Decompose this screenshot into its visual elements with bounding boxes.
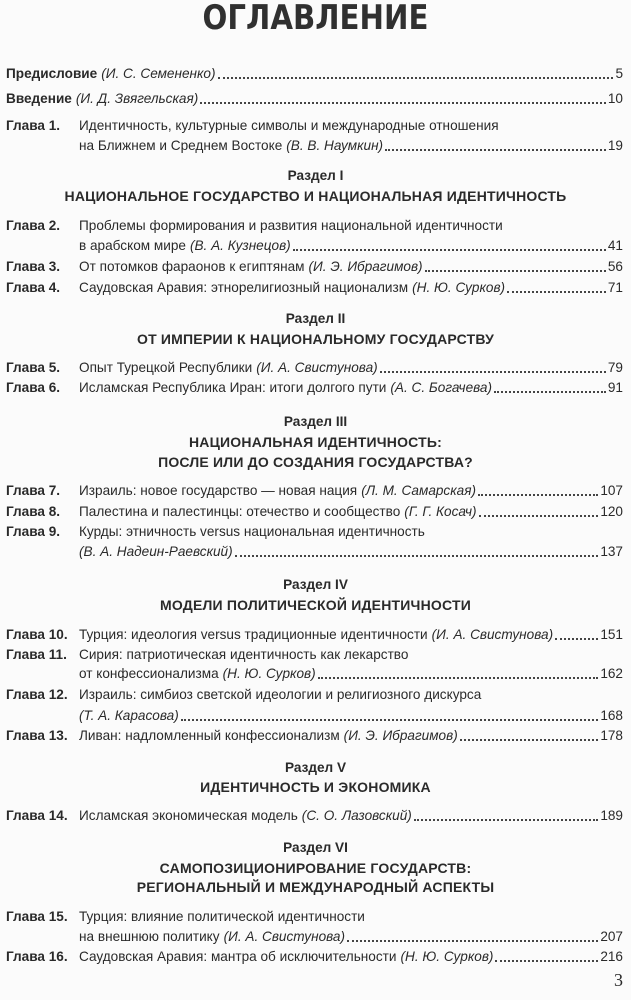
leader-dots [495, 960, 598, 962]
chapter-page: 216 [600, 949, 623, 964]
toc-entry-chapter-4 [6, 278, 623, 298]
entry-label: Введение [6, 91, 72, 106]
chapter-author: (Н. Ю. Сурков) [400, 949, 494, 964]
toc-entry-chapter-2 [6, 216, 623, 236]
leader-dots [494, 391, 606, 393]
entry-page: 10 [607, 91, 623, 106]
chapter-label: Глава 4. [6, 280, 61, 295]
toc-entry-chapter-9 [6, 522, 623, 542]
chapter-title: От потомков фараонов к египтянам [79, 259, 305, 274]
chapter-author: (А. С. Богачева) [390, 380, 493, 395]
section-title-cont: РЕГИОНАЛЬНЫЙ И МЕЖДУНАРОДНЫЙ АСПЕКТЫ [136, 879, 495, 895]
section-title: МОДЕЛИ ПОЛИТИЧЕСКОЙ ИДЕНТИЧНОСТИ [160, 597, 471, 613]
toc-entry-chapter-15-cont [6, 927, 623, 947]
leader-dots [460, 739, 599, 741]
toc-entry-chapter-13 [6, 726, 623, 746]
leader-dots [293, 249, 606, 251]
chapter-title: Ливан: надломленный конфессионализм [79, 728, 340, 743]
chapter-page: 91 [607, 380, 623, 395]
chapter-label: Глава 1. [6, 118, 61, 133]
leader-dots [555, 638, 598, 640]
section-title: НАЦИОНАЛЬНАЯ ИДЕНТИЧНОСТЬ: [188, 434, 443, 450]
toc-entry-chapter-11-cont [6, 664, 623, 684]
toc-entry-chapter-14 [6, 806, 623, 826]
section-number: Раздел I [287, 168, 344, 183]
section-title: САМОПОЗИЦИОНИРОВАНИЕ ГОСУДАРСТВ: [159, 860, 472, 876]
entry-page: 5 [615, 66, 623, 81]
chapter-page: 41 [607, 238, 623, 253]
chapter-author: (И. Э. Ибрагимов) [343, 728, 458, 743]
leader-dots [318, 677, 599, 679]
chapter-title: Исламская экономическая модель [79, 808, 298, 823]
chapter-label: Глава 2. [6, 218, 61, 233]
chapter-author: (Н. Ю. Сурков) [412, 280, 506, 295]
chapter-title: Исламская Республика Иран: итоги долгого пути [79, 380, 387, 395]
chapter-page: 151 [600, 627, 623, 642]
chapter-title: Палестина и палестинцы: отечество и сообщество [79, 504, 401, 519]
chapter-label: Глава 11. [6, 647, 67, 662]
chapter-page: 178 [600, 728, 623, 743]
chapter-author: (И. А. Свистунова) [256, 360, 378, 375]
chapter-label: Глава 8. [6, 504, 61, 519]
chapter-title-cont: на внешнюю политику [79, 929, 220, 944]
leader-dots [347, 940, 598, 942]
leader-dots [200, 102, 606, 104]
chapter-label: Глава 14. [6, 808, 68, 823]
section-title: ОТ ИМПЕРИИ К НАЦИОНАЛЬНОМУ ГОСУДАРСТВУ [136, 331, 495, 347]
toc-entry-chapter-5 [6, 358, 623, 378]
chapter-page: 168 [600, 708, 623, 723]
leader-dots [507, 291, 606, 293]
chapter-author: (Н. Ю. Сурков) [222, 666, 316, 681]
section-number: Раздел III [283, 414, 348, 429]
chapter-page: 162 [600, 666, 623, 681]
chapter-title-cont: в арабском мире [79, 238, 186, 253]
chapter-page: 189 [600, 808, 623, 823]
toc-entry-chapter-1 [6, 116, 623, 136]
leader-dots [218, 77, 614, 79]
leader-dots [235, 555, 599, 557]
chapter-page: 71 [607, 280, 623, 295]
chapter-label: Глава 5. [6, 360, 61, 375]
toc-entry-chapter-11 [6, 645, 623, 665]
chapter-title: Саудовская Аравия: этнорелигиозный национализм [79, 280, 409, 295]
toc-entry-chapter-6 [6, 378, 623, 398]
section-title-cont: ПОСЛЕ ИЛИ ДО СОЗДАНИЯ ГОСУДАРСТВА? [158, 454, 473, 470]
chapter-page: 137 [600, 544, 623, 559]
section-number: Раздел VI [283, 840, 348, 855]
chapter-title: Идентичность, культурные символы и международные отношения [79, 118, 499, 133]
entry-author: (И. С. Семененко) [101, 66, 216, 81]
section-title: ИДЕНТИЧНОСТЬ И ЭКОНОМИКА [200, 779, 431, 795]
chapter-author: (И. А. Свистунова) [431, 627, 554, 642]
toc-entry-chapter-3 [6, 257, 623, 277]
toc-entry-chapter-8 [6, 502, 623, 522]
chapter-author: (И. А. Свистунова) [223, 929, 346, 944]
toc-entry-chapter-9-cont [6, 542, 623, 562]
chapter-label: Глава 7. [6, 483, 61, 498]
chapter-author: (В. А. Надеин-Раевский) [79, 544, 233, 559]
leader-dots [385, 149, 606, 151]
chapter-title: Израиль: симбиоз светской идеологии и религиозного дискурса [79, 687, 482, 702]
leader-dots [414, 819, 599, 821]
toc-entry-chapter-7 [6, 481, 623, 501]
chapter-title: Израиль: новое государство — новая нация [79, 483, 358, 498]
chapter-label: Глава 3. [6, 259, 61, 274]
chapter-author: (В. В. Наумкин) [286, 138, 384, 153]
chapter-author: (В. А. Кузнецов) [189, 238, 291, 253]
chapter-author: (Т. А. Карасова) [79, 708, 179, 723]
chapter-page: 207 [600, 929, 623, 944]
leader-dots [478, 494, 598, 496]
chapter-label: Глава 15. [6, 909, 68, 924]
chapter-title: Опыт Турецкой Республики [79, 360, 253, 375]
chapter-label: Глава 10. [6, 627, 68, 642]
toc-entry-chapter-10 [6, 625, 623, 645]
leader-dots [425, 270, 606, 272]
chapter-page: 79 [607, 360, 623, 375]
section-number: Раздел IV [283, 577, 348, 592]
toc-entry-chapter-12-cont [6, 706, 623, 726]
section-number: Раздел V [284, 760, 347, 775]
toc-entry-chapter-15 [6, 907, 623, 927]
chapter-title: Турция: идеология versus традиционные идентичности [79, 627, 428, 642]
chapter-page: 19 [607, 138, 623, 153]
chapter-page: 120 [600, 504, 623, 519]
entry-label: Предисловие [6, 66, 98, 81]
chapter-title: Саудовская Аравия: мантра об исключительности [79, 949, 397, 964]
chapter-title: Проблемы формирования и развития национальной идентичности [79, 218, 503, 233]
leader-dots [479, 515, 599, 517]
chapter-page: 107 [600, 483, 623, 498]
toc-entry-introduction [6, 89, 623, 109]
chapter-page: 56 [607, 259, 623, 274]
section-number: Раздел II [285, 311, 346, 326]
chapter-label: Глава 6. [6, 380, 61, 395]
chapter-label: Глава 16. [6, 949, 68, 964]
chapter-author: (С. О. Лазовский) [301, 808, 412, 823]
toc-entry-preface [6, 64, 623, 84]
chapter-title: Сирия: патриотическая идентичность как лекарство [79, 647, 409, 662]
chapter-label: Глава 9. [6, 524, 61, 539]
chapter-title: Курды: этничность versus национальная идентичность [79, 524, 425, 539]
chapter-author: (Л. М. Самарская) [361, 483, 476, 498]
page-number: 3 [614, 970, 623, 990]
chapter-label: Глава 13. [6, 728, 68, 743]
entry-author: (И. Д. Звягельская) [75, 91, 199, 106]
leader-dots [380, 371, 606, 373]
chapter-title-cont: на Ближнем и Среднем Востоке [79, 138, 283, 153]
chapter-author: (Г. Г. Косач) [404, 504, 477, 519]
section-title: НАЦИОНАЛЬНОЕ ГОСУДАРСТВО И НАЦИОНАЛЬНАЯ ИДЕНТИЧНОСТЬ [64, 188, 567, 204]
toc-entry-chapter-12 [6, 685, 623, 705]
leader-dots [181, 719, 599, 721]
page-title: ОГЛАВЛЕНИЕ [202, 0, 429, 38]
chapter-title: Турция: влияние политической идентичности [79, 909, 365, 924]
toc-entry-chapter-1-cont [6, 136, 623, 156]
chapter-author: (И. Э. Ибрагимов) [308, 259, 423, 274]
toc-entry-chapter-16 [6, 947, 623, 967]
chapter-title-cont: от конфессионализма [79, 666, 219, 681]
chapter-label: Глава 12. [6, 687, 68, 702]
toc-entry-chapter-2-cont [6, 236, 623, 256]
